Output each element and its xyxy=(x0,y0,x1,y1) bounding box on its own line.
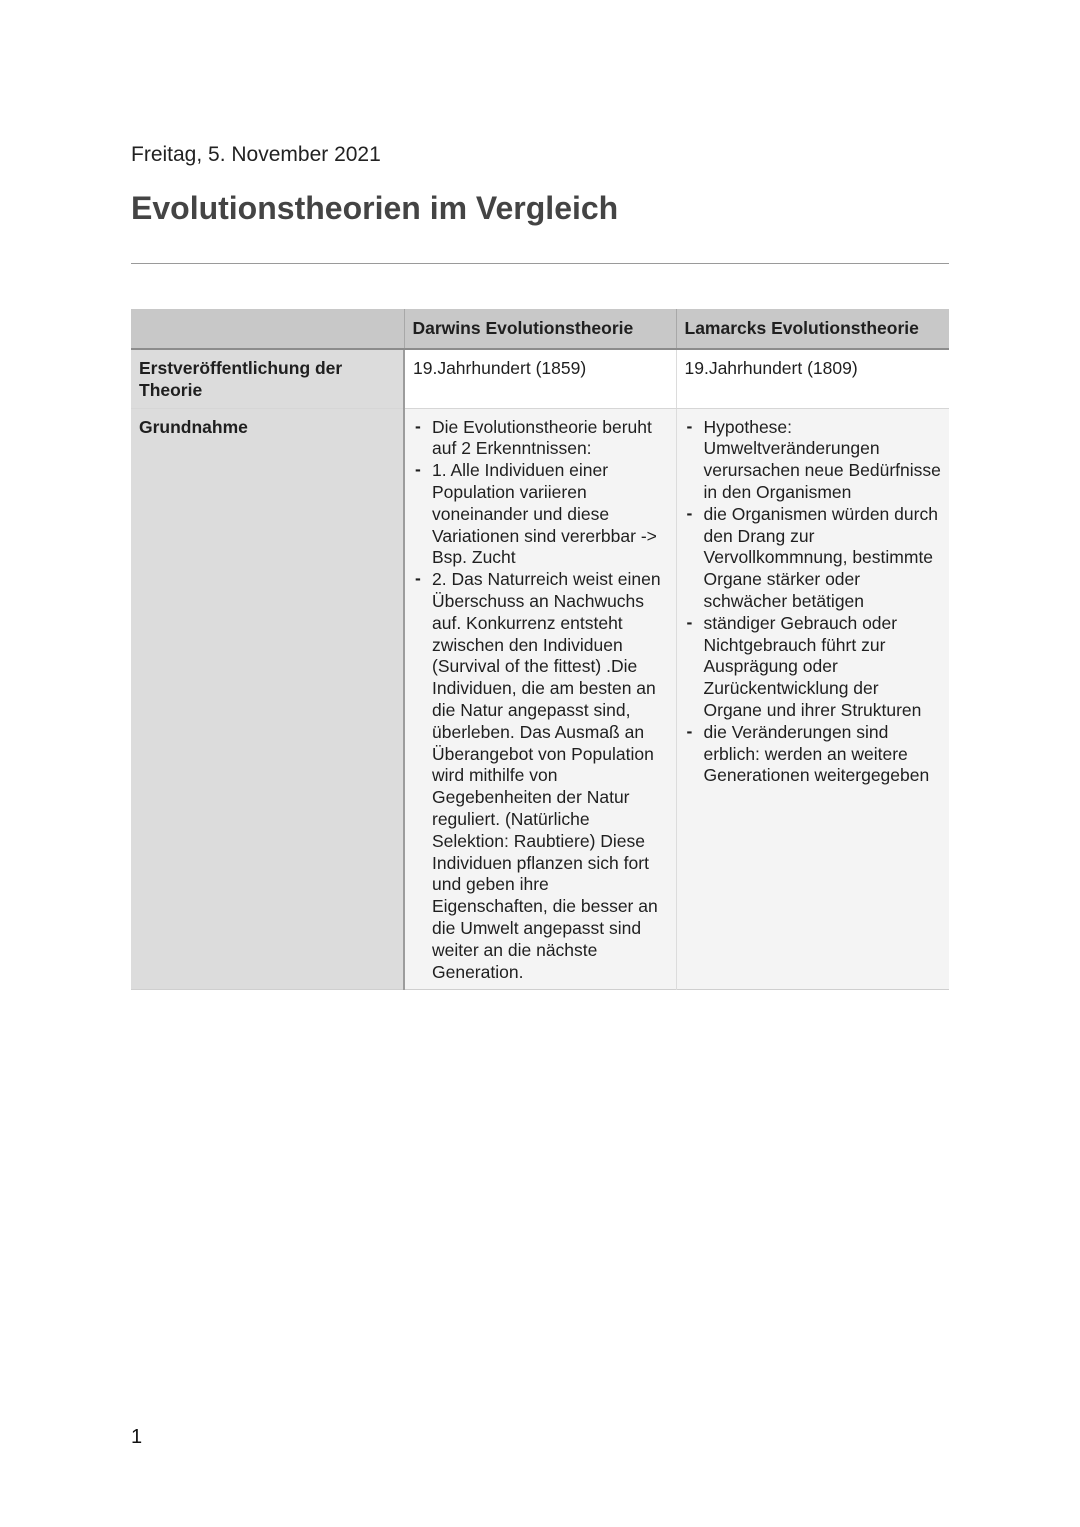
list-item: - 1. Alle Individuen einer Population variieren voneinander und diese Variationen sind vererbbar -> Bsp. Zucht xyxy=(413,460,668,569)
cell-lamarck-publication: 19.Jahrhundert (1809) xyxy=(676,349,949,408)
table-row xyxy=(131,408,949,990)
row-label-grundnahme: Grundnahme xyxy=(131,408,404,990)
page-title: Evolutionstheorien im Vergleich xyxy=(131,190,619,226)
list-item: - Hypothese: Umweltveränderungen verursachen neue Bedürfnisse in den Organismen xyxy=(685,417,942,504)
table-row xyxy=(131,349,949,408)
cell-darwin-grundnahme xyxy=(404,408,676,990)
comparison-table xyxy=(131,309,949,990)
table-header-row xyxy=(131,309,949,349)
cell-lamarck-grundnahme xyxy=(676,408,949,990)
cell-darwin-publication: 19.Jahrhundert (1859) xyxy=(404,349,676,408)
darwin-list xyxy=(413,417,668,984)
page-number: 1 xyxy=(131,1426,143,1448)
row-label-publication: Erstveröffentlichung der Theorie xyxy=(131,349,404,408)
column-header-empty xyxy=(131,309,404,349)
list-item: - Die Evolutionstheorie beruht auf 2 Erkenntnissen: xyxy=(413,417,668,461)
list-item: - ständiger Gebrauch oder Nichtgebrauch führt zur Ausprägung oder Zurückentwicklung der Organe und ihrer Strukturen xyxy=(685,613,942,722)
document-date: Freitag, 5. November 2021 xyxy=(131,143,381,166)
title-divider xyxy=(131,263,949,264)
list-item: - die Organismen würden durch den Drang zur Vervollkommnung, bestimmte Organe stärker oder schwächer betätigen xyxy=(685,504,942,613)
column-header-darwin: Darwins Evolutionstheorie xyxy=(404,309,676,349)
column-header-lamarck: Lamarcks Evolutionstheorie xyxy=(676,309,949,349)
list-item: - 2. Das Naturreich weist einen Überschuss an Nachwuchs auf. Konkurrenz entsteht zwischen den Individuen (Survival of the fittest) .Die Individuen, die am besten an die Natur angepasst sind, überleben. Das Ausmaß an Überangebot von Population wird mithilfe von Gegebenheiten der Natur reguliert. (Natürliche Selektion: Raubtiere) Diese Individuen pflanzen sich fort und geben ihre Eigenschaften, die besser an die Umwelt angepasst sind weiter an die nächste Generation. xyxy=(413,569,668,983)
list-item: - die Veränderungen sind erblich: werden an weitere Generationen weitergegeben xyxy=(685,722,942,787)
lamarck-list xyxy=(685,417,942,788)
